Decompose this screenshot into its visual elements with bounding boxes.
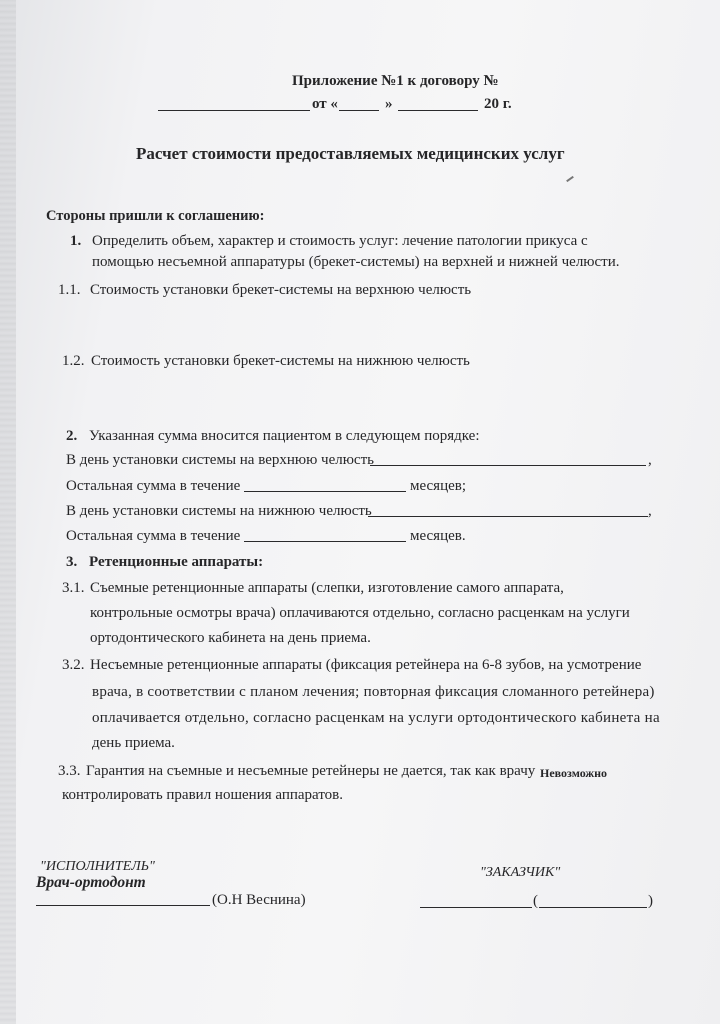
contract-number-line: [158, 110, 310, 111]
date-quote-close: »: [385, 96, 393, 112]
item1-line2: помощью несъемной аппаратуры (брекет-системы) на верхней и нижней челюсти.: [92, 254, 620, 270]
item3-1-line2: контрольные осмотры врача) оплачиваются отдельно, согласно расценкам на услуги: [90, 605, 630, 621]
upper-install-amount-line: [370, 465, 646, 466]
customer-name-line: [539, 907, 647, 908]
customer-paren-open: (: [533, 893, 538, 909]
item3-2-number: 3.2.: [62, 657, 85, 673]
item3-number: 3.: [66, 554, 78, 570]
customer-signature-line: [420, 907, 532, 908]
customer-label: "ЗАКАЗЧИК": [480, 865, 561, 880]
rest-months-label-1: месяцев;: [410, 478, 467, 494]
item3-1-line3: ортодонтического кабинета на день приема.: [90, 630, 371, 646]
lower-install-label: В день установки системы на нижнюю челюсть: [66, 503, 372, 519]
executor-label: "ИСПОЛНИТЕЛЬ": [40, 859, 155, 874]
item1-2-text: Стоимость установки брекет-системы на нижнюю челюсть: [91, 353, 470, 369]
agreement-heading: Стороны пришли к соглашению:: [46, 208, 265, 224]
page-edge-shadow: [0, 0, 16, 1024]
rest-months-label-2: месяцев.: [410, 528, 466, 544]
item3-2-line3: оплачивается отдельно, согласно расценкам на услуги ортодонтического кабинета на: [92, 710, 660, 726]
item3-2-line4: день приема.: [92, 735, 175, 751]
upper-install-comma: ,: [648, 452, 652, 468]
date-month-line: [398, 110, 478, 111]
item1-1-number: 1.1.: [58, 282, 81, 298]
executor-signature-line: [36, 905, 210, 906]
item3-1-line1: Съемные ретенционные аппараты (слепки, изготовление самого аппарата,: [90, 580, 564, 596]
item3-2-line1: Несъемные ретенционные аппараты (фиксация ретейнера на 6-8 зубов, на усмотрение: [90, 657, 642, 673]
item3-title: Ретенционные аппараты:: [89, 554, 264, 570]
date-day-line: [339, 110, 379, 111]
upper-install-label: В день установки системы на верхнюю челюсть: [66, 452, 374, 468]
date-year-label: 20 г.: [484, 96, 512, 112]
lower-install-amount-line: [368, 516, 648, 517]
document-title: Расчет стоимости предоставляемых медицинских услуг: [136, 144, 565, 163]
item1-2-number: 1.2.: [62, 353, 85, 369]
customer-paren-close: ): [648, 893, 653, 909]
item2-text: Указанная сумма вносится пациентом в следующем порядке:: [89, 428, 480, 444]
rest-months-line-2: [244, 541, 406, 542]
executor-role: Врач-ортодонт: [36, 874, 146, 891]
rest-amount-label-1: Остальная сумма в течение: [66, 478, 241, 494]
annex-title: Приложение №1 к договору №: [292, 73, 499, 89]
item2-number: 2.: [66, 428, 78, 444]
item3-3-bold-word: Невозможно: [540, 766, 608, 780]
item1-line1: Определить объем, характер и стоимость услуг: лечение патологии прикуса с: [92, 233, 588, 249]
lower-install-comma: ,: [648, 503, 652, 519]
executor-name: (О.Н Веснина): [212, 892, 306, 908]
item3-1-number: 3.1.: [62, 580, 85, 596]
item3-2-line2: врача, в соответствии с планом лечения; повторная фиксация сломанного ретейнера): [92, 684, 655, 700]
item3-3-number: 3.3.: [58, 763, 81, 779]
rest-amount-label-2: Остальная сумма в течение: [66, 528, 241, 544]
date-from-label: от «: [312, 96, 338, 112]
item1-number: 1.: [70, 233, 82, 249]
item1-1-text: Стоимость установки брекет-системы на верхнюю челюсть: [90, 282, 472, 298]
item3-3-line1: Гарантия на съемные и несъемные ретейнеры не дается, так как врачу: [86, 763, 536, 779]
rest-months-line-1: [244, 491, 406, 492]
pen-mark: [566, 176, 574, 182]
item3-3-line2: контролировать правил ношения аппаратов.: [62, 787, 344, 803]
